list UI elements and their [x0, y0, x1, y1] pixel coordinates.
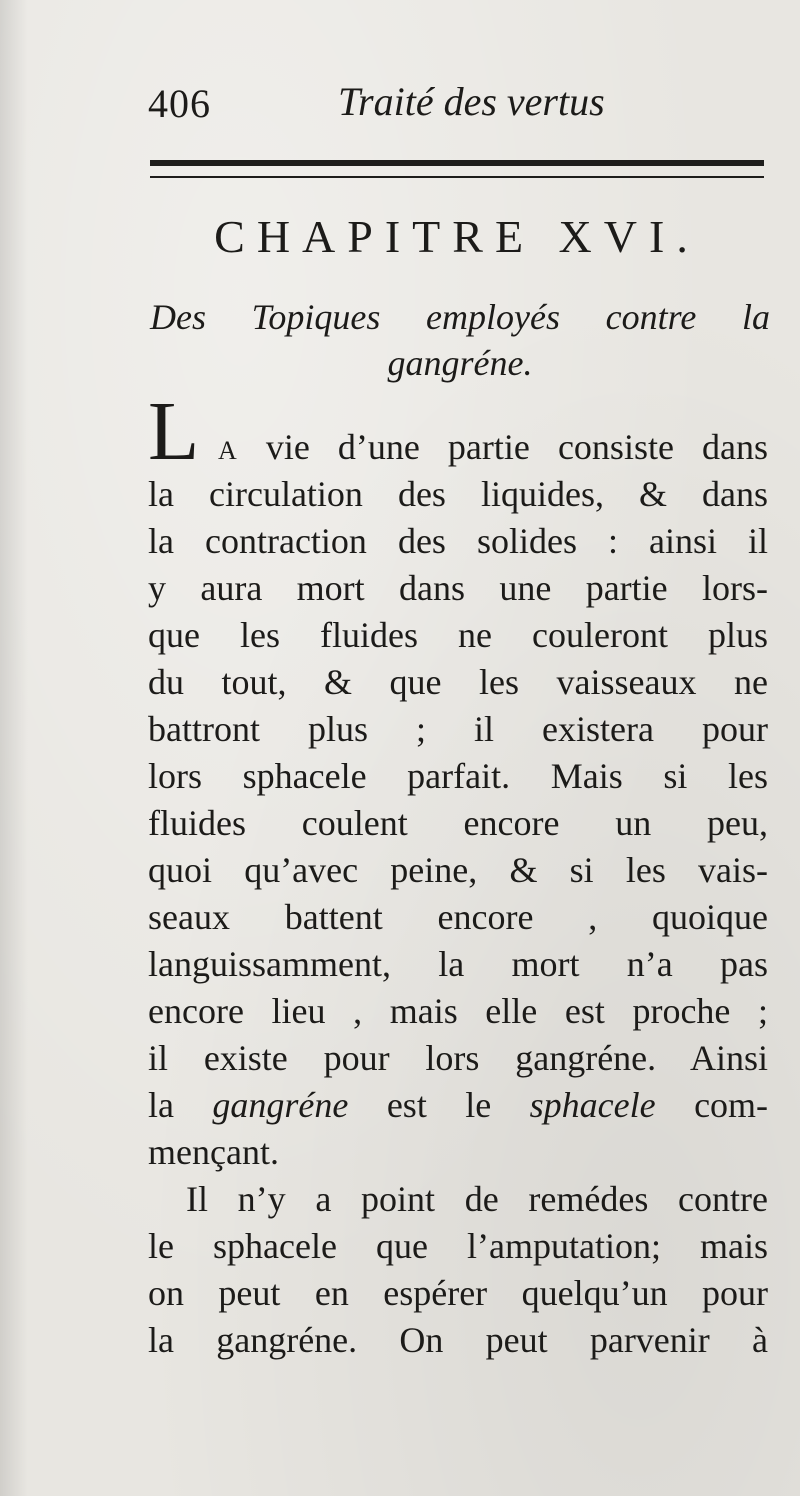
- paragraph-1-line: la circulation des liquides, & dans: [148, 474, 768, 514]
- subtitle-line-1: Des Topiques employés contre la: [150, 297, 770, 337]
- paragraph-2-line: Il n’y a point de remédes contre: [186, 1179, 768, 1219]
- paragraph-1-line-1-text: vie d’une partie consiste dans: [237, 427, 768, 467]
- paragraph-1-line: lors sphacele parfait. Mais si les: [148, 756, 768, 796]
- paragraph-1-line: la contraction des solides : ainsi il: [148, 521, 768, 561]
- paragraph-1-line-1: [148, 385, 768, 478]
- running-title: Traité des vertus: [338, 79, 605, 124]
- paragraph-2-line: on peut en espérer quelqu’un pour: [148, 1273, 768, 1313]
- italic-term-gangrene: gangréne: [212, 1085, 349, 1125]
- gutter-shadow: [0, 0, 28, 1496]
- paragraph-1-line: il existe pour lors gangréne. Ainsi: [148, 1038, 768, 1078]
- subtitle-line-2: gangréne.: [387, 343, 533, 383]
- line-15-start: la: [148, 1085, 174, 1125]
- body-text: [148, 385, 769, 1364]
- chapter-title: CHAPITRE XVI.: [214, 211, 700, 262]
- paragraph-2-line: le sphacele que l’amputation; mais: [148, 1226, 768, 1266]
- first-word-smallcap: A: [218, 436, 238, 465]
- header-rule-thick: [150, 160, 764, 166]
- page-number: 406: [148, 81, 211, 126]
- paragraph-1-line: y aura mort dans une partie lors-: [148, 568, 768, 608]
- drop-cap: L: [148, 385, 200, 478]
- paragraph-1-line: encore lieu , mais elle est proche ;: [148, 991, 768, 1031]
- paragraph-1-line: battront plus ; il existera pour: [148, 709, 768, 749]
- paragraph-1-last-line: mençant.: [148, 1132, 279, 1172]
- paragraph-2-line: la gangréne. On peut parvenir à: [148, 1320, 768, 1360]
- paragraph-1-line: fluides coulent encore un peu,: [148, 803, 768, 843]
- header-rule-thin: [150, 176, 764, 178]
- line-15-mid: est le: [386, 1085, 492, 1125]
- chapter-subtitle: [150, 294, 770, 386]
- paragraph-1-line-15: [148, 1082, 768, 1129]
- page-header: [148, 78, 768, 138]
- paragraph-1-line: que les fluides ne couleront plus: [148, 615, 768, 655]
- italic-term-sphacele: sphacele: [529, 1085, 656, 1125]
- paragraph-1-line: du tout, & que les vaisseaux ne: [148, 662, 768, 702]
- line-15-end: com-: [694, 1085, 769, 1125]
- paragraph-1-line: quoi qu’avec peine, & si les vais-: [148, 850, 768, 890]
- paragraph-1-line: languissamment, la mort n’a pas: [148, 944, 768, 984]
- paragraph-1-line: seaux battent encore , quoique: [148, 897, 768, 937]
